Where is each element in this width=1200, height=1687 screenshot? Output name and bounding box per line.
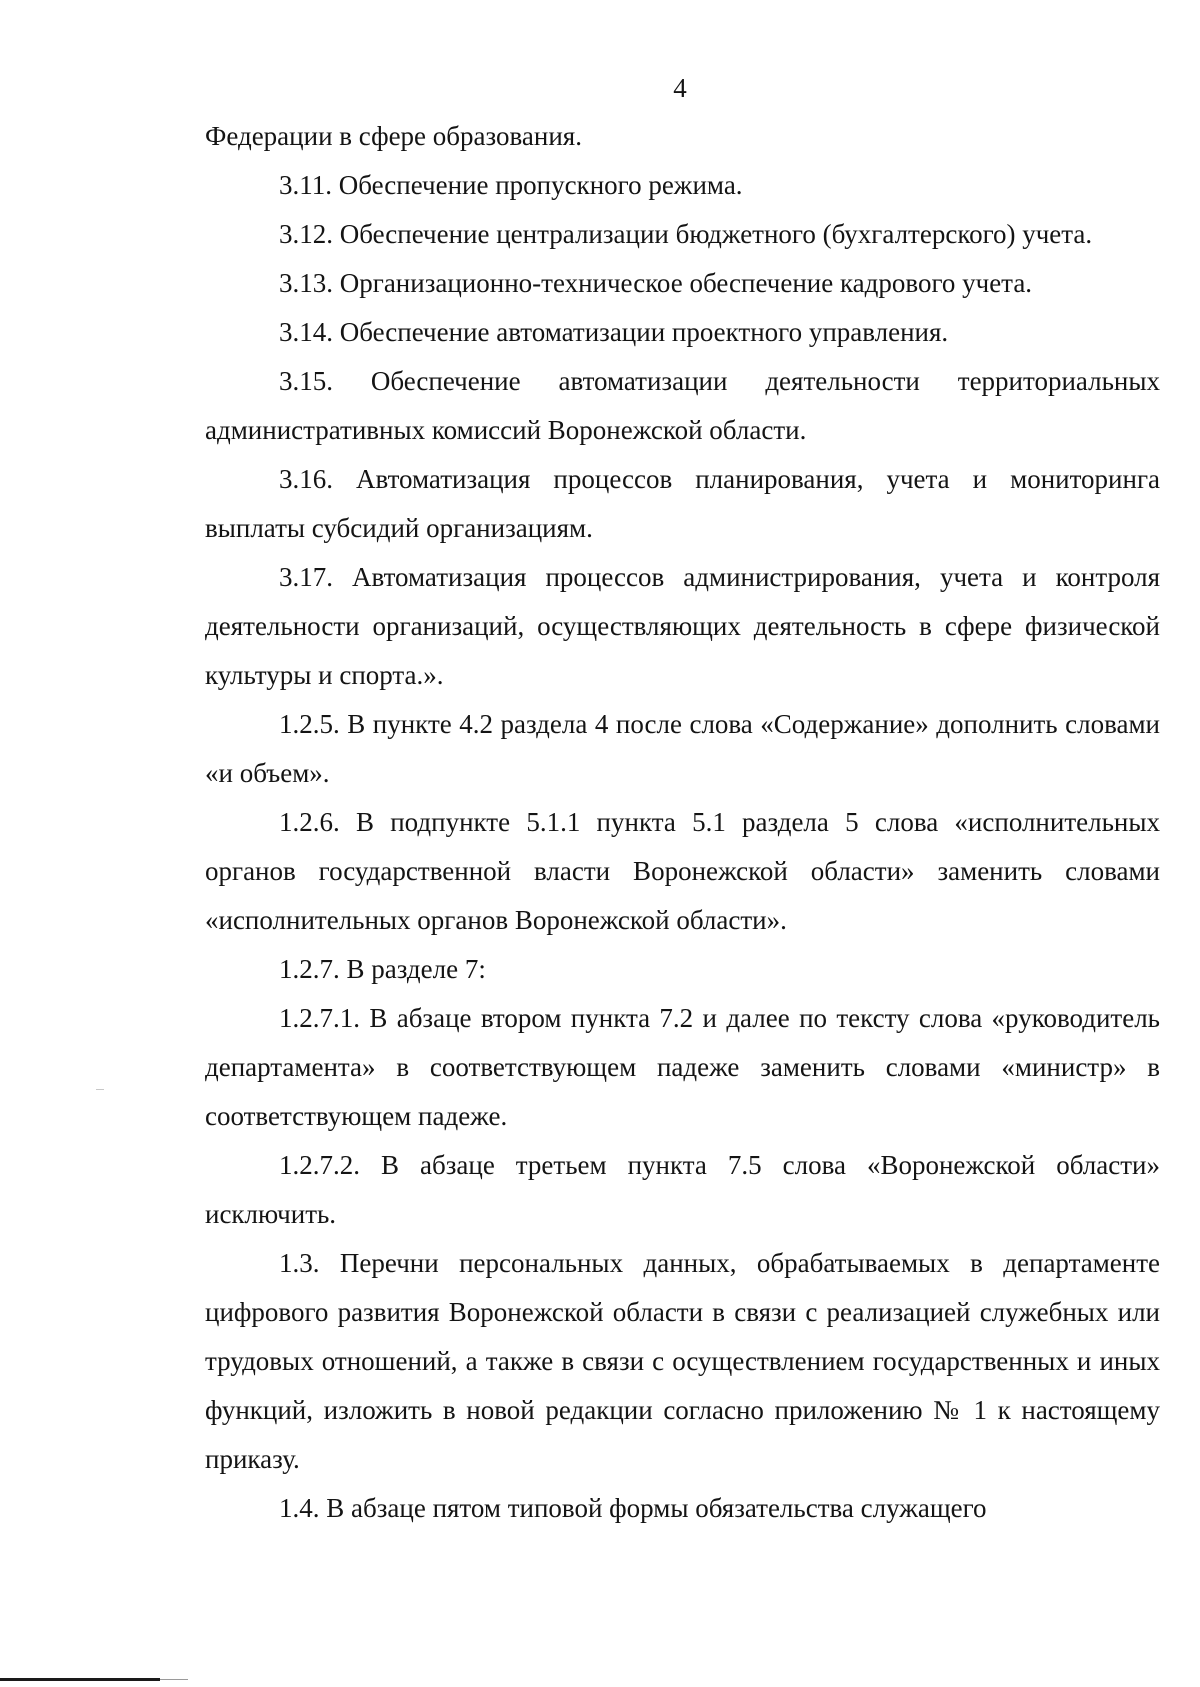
paragraph-1-2-7: 1.2.7. В разделе 7:	[279, 954, 486, 984]
scan-edge-mark	[0, 1678, 160, 1681]
scan-speck	[96, 1089, 104, 1090]
paragraph-3-17: 3.17. Автоматизация процессов администрирования, учета и контроля деятельности организаций, осуществляющих деятельность в сфере физической культуры и спорта.».	[205, 562, 1160, 690]
paragraph-3-14: 3.14. Обеспечение автоматизации проектного управления.	[279, 317, 949, 347]
scan-edge-mark-faint	[160, 1679, 188, 1680]
paragraph-continuation: Федерации в сфере образования.	[205, 121, 582, 151]
paragraph-1-2-6: 1.2.6. В подпункте 5.1.1 пункта 5.1 раздела 5 слова «исполнительных органов государственной власти Воронежской области» заменить словами «исполнительных органов Воронежской области».	[205, 807, 1160, 935]
paragraph-1-4: 1.4. В абзаце пятом типовой формы обязательства служащего	[279, 1493, 987, 1523]
page-number: 4	[673, 73, 687, 103]
paragraph-3-13: 3.13. Организационно-техническое обеспечение кадрового учета.	[279, 268, 1033, 298]
paragraph-1-2-7-2: 1.2.7.2. В абзаце третьем пункта 7.5 слова «Воронежской области» исключить.	[205, 1150, 1160, 1229]
paragraph-3-12: 3.12. Обеспечение централизации бюджетного (бухгалтерского) учета.	[279, 219, 1093, 249]
paragraph-1-3: 1.3. Перечни персональных данных, обрабатываемых в департаменте цифрового развития Воронежской области в связи с реализацией служебных или трудовых отношений, а также в связи с осуществлением государственных и иных функций, изложить в новой редакции согласно приложению № 1 к настоящему приказу.	[205, 1248, 1160, 1474]
paragraph-3-16: 3.16. Автоматизация процессов планирования, учета и мониторинга выплаты субсидий организациям.	[205, 464, 1160, 543]
paragraph-3-15: 3.15. Обеспечение автоматизации деятельности территориальных административных комиссий Воронежской области.	[205, 366, 1160, 445]
document-body	[205, 112, 1160, 1533]
paragraph-1-2-5: 1.2.5. В пункте 4.2 раздела 4 после слова «Содержание» дополнить словами «и объем».	[205, 709, 1160, 788]
paragraph-3-11: 3.11. Обеспечение пропускного режима.	[279, 170, 743, 200]
paragraph-1-2-7-1: 1.2.7.1. В абзаце втором пункта 7.2 и далее по тексту слова «руководитель департамента» в соответствующем падеже заменить словами «министр» в соответствующем падеже.	[205, 1003, 1160, 1131]
